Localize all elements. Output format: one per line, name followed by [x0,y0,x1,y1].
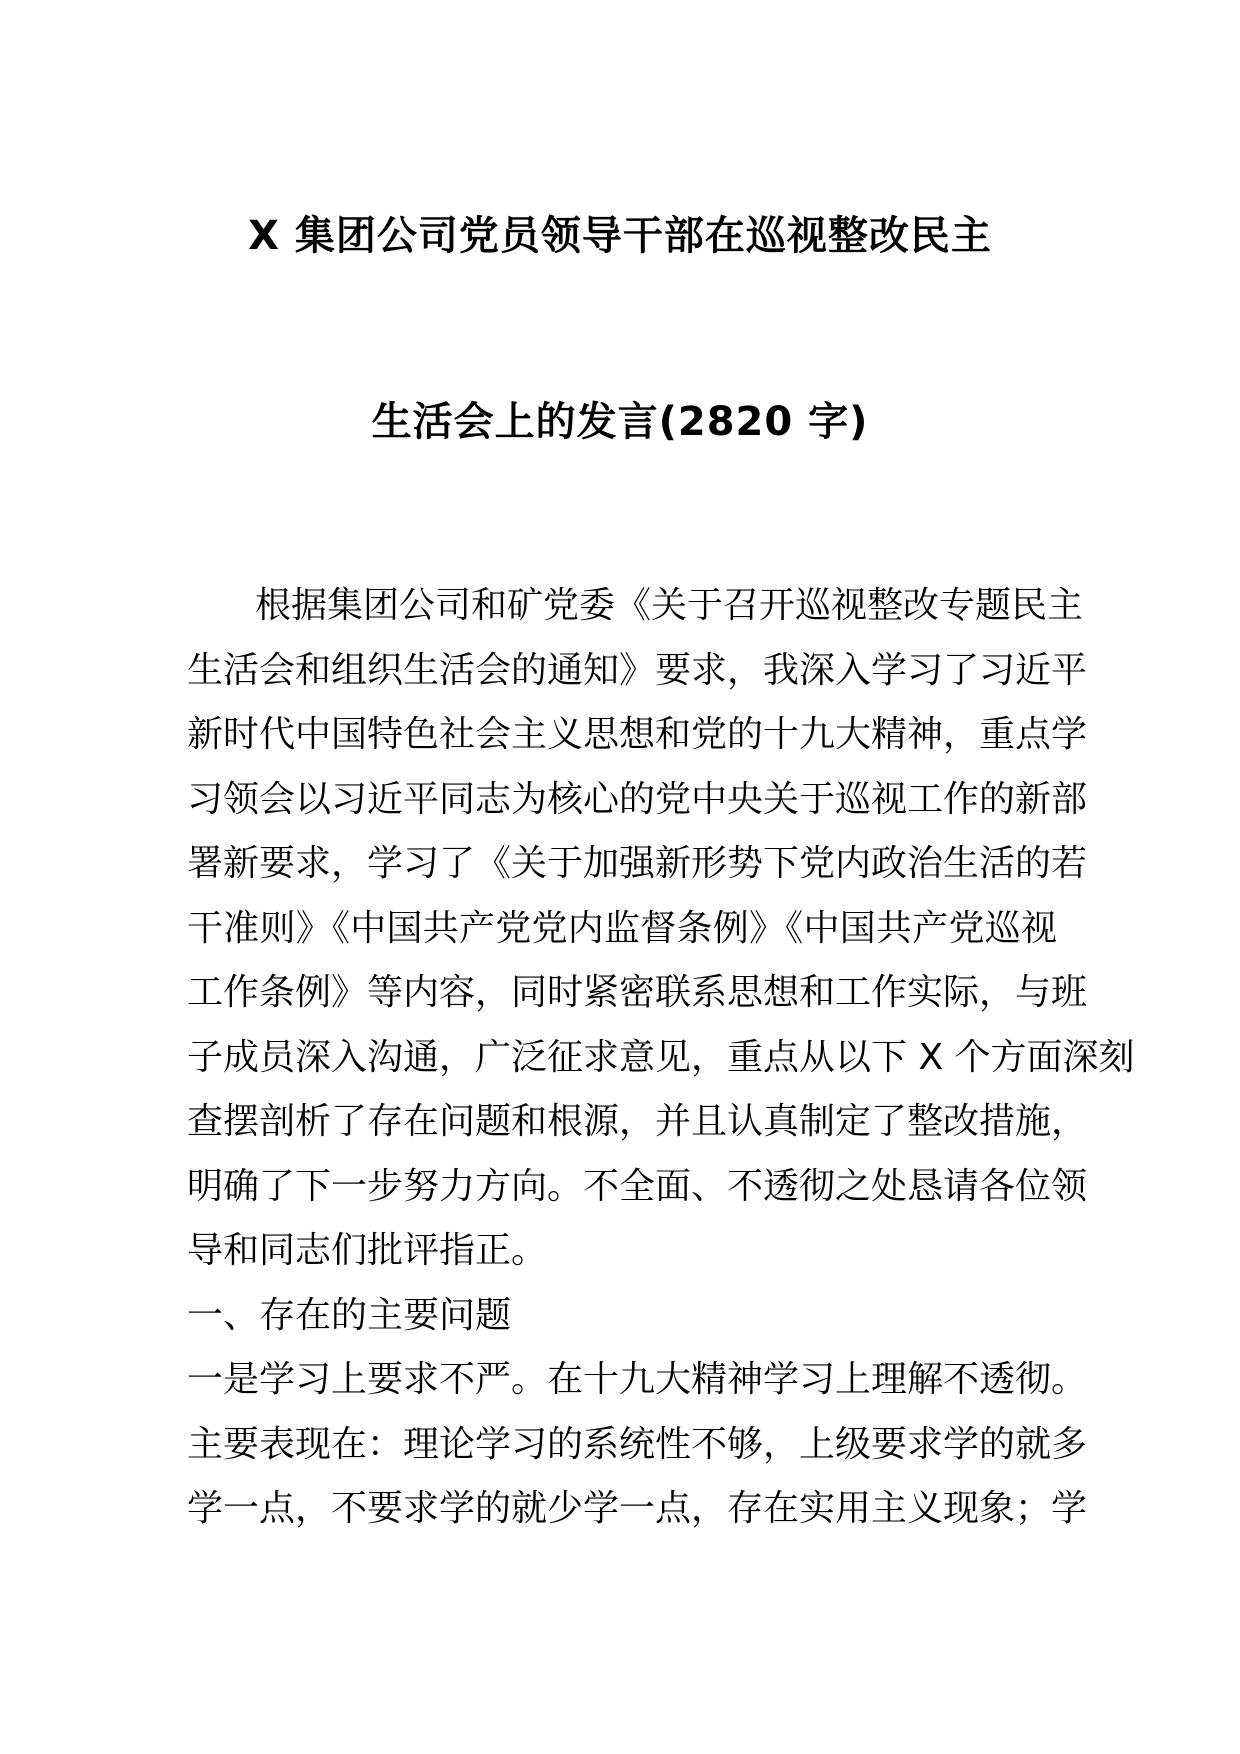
body-line-3: 新时代中国特色社会主义思想和党的十九大精神，重点学 [187,714,1088,755]
body-line-15: 学一点，不要求学的就少学一点，存在实用主义现象；学 [187,1488,1088,1529]
document-body [187,574,1135,1542]
section-heading: 一、存在的主要问题 [187,1294,512,1336]
document-title-line-1: X 集团公司党员领导干部在巡视整改民主 [248,213,992,259]
body-line-14: 主要表现在：理论学习的系统性不够，上级要求学的就多 [187,1423,1088,1465]
body-line-13: 一是学习上要求不严。在十九大精神学习上理解不透彻。 [187,1359,1088,1400]
body-line-10: 明确了下一步努力方向。不全面、不透彻之处恳请各位领 [187,1165,1088,1207]
body-line-11: 导和同志们批评指正。 [187,1230,548,1271]
body-line-8: 子成员深入沟通，广泛征求意见，重点从以下 X 个方面深刻 [187,1036,1135,1078]
body-line-1: 根据集团公司和矿党委《关于召开巡视整改专题民主 [255,585,1084,626]
body-line-5: 署新要求，学习了《关于加强新形势下党内政治生活的若 [187,843,1088,884]
document-title-line-2: 生活会上的发言(2820 字) [371,399,869,445]
body-line-9: 查摆剖析了存在问题和根源，并且认真制定了整改措施， [187,1101,1088,1142]
body-line-7: 工作条例》等内容，同时紧密联系思想和工作实际，与班 [187,972,1088,1013]
body-line-4: 习领会以习近平同志为核心的党中央关于巡视工作的新部 [187,778,1088,820]
body-line-6: 干准则》《中国共产党党内监督条例》《中国共产党巡视 [187,907,1057,949]
body-line-2: 生活会和组织生活会的通知》要求，我深入学习了习近平 [187,649,1088,691]
